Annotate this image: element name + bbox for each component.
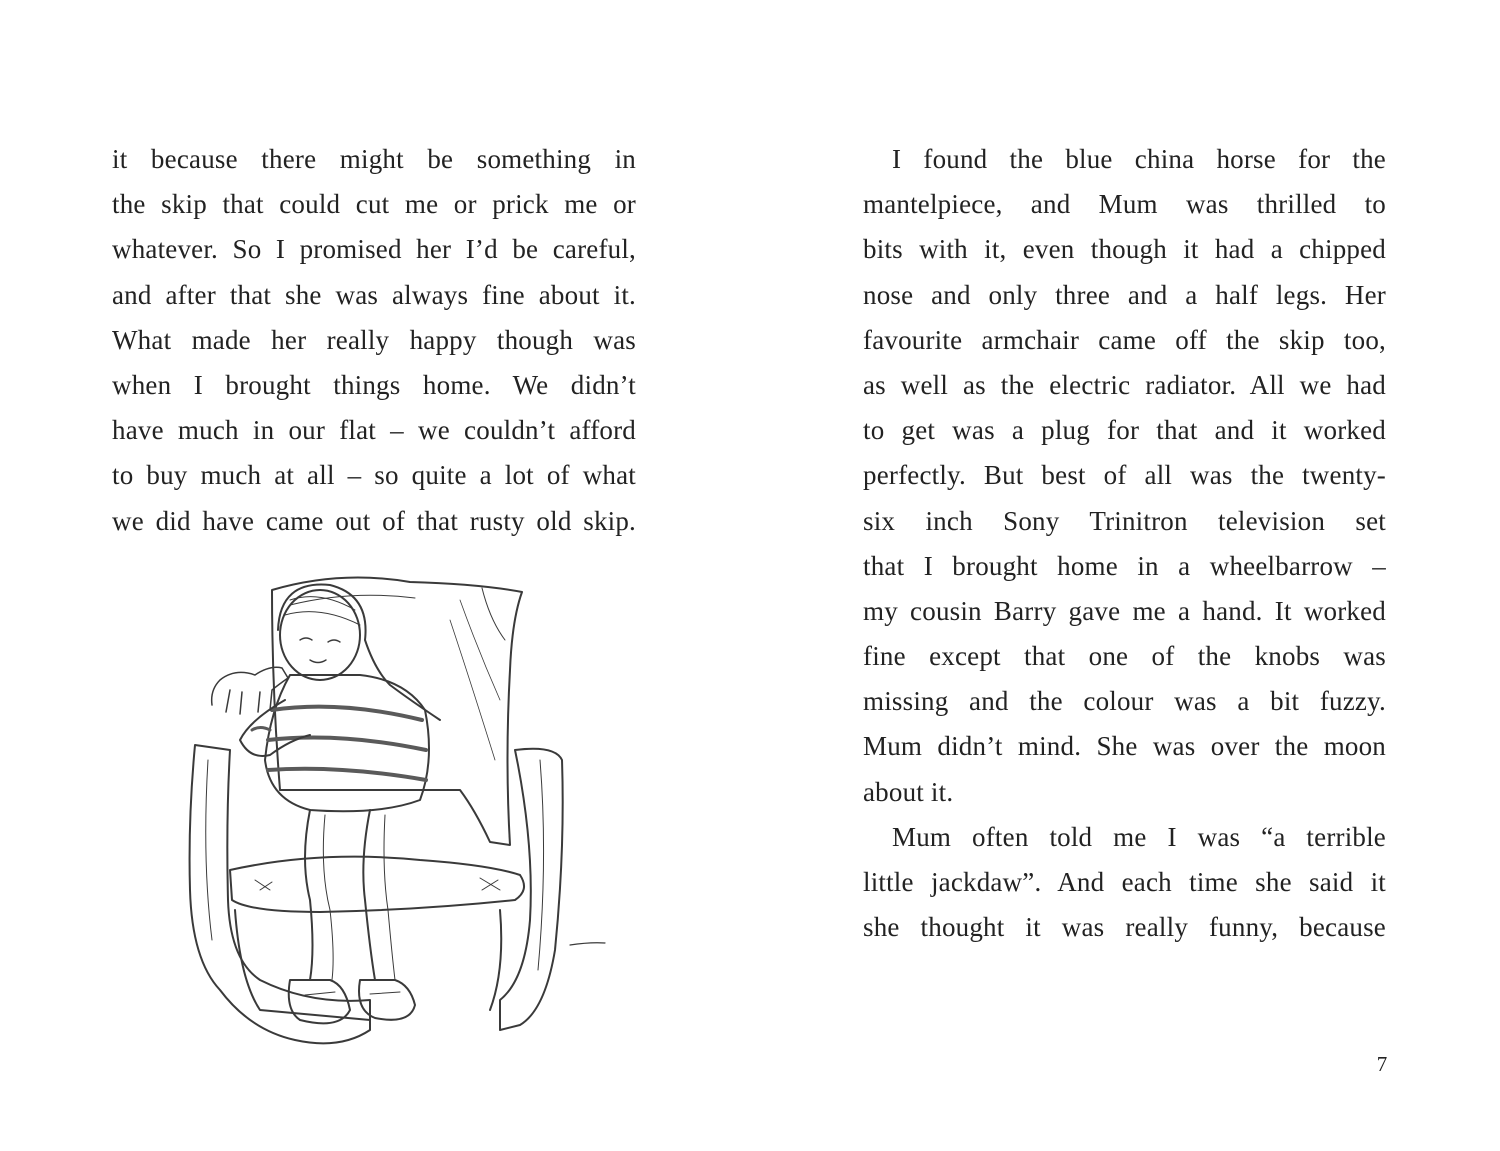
text-line: favourite armchair came off the skip too, (863, 324, 1386, 355)
text-line: Mum didn’t mind. She was over the moon (863, 731, 1386, 762)
text-line: bits with it, even though it had a chipped (863, 234, 1386, 265)
girl-head (280, 590, 360, 680)
text-line: as well as the electric radiator. All we had (863, 369, 1386, 400)
page-number: 7 (1376, 1052, 1388, 1076)
text-line: whatever. So I promised her I’d be careful, (112, 234, 636, 265)
text-line: we did have came out of that rusty old skip. (112, 505, 636, 536)
text-line: missing and the colour was a bit fuzzy. (863, 686, 1386, 717)
seat-cushion (230, 857, 524, 912)
left-page-text (112, 137, 636, 544)
chair-back (272, 578, 522, 846)
text-line: when I brought things home. We didn’t (112, 369, 636, 400)
text-line: that I brought home in a wheelbarrow – (863, 550, 1386, 581)
girl-in-armchair-illustration (160, 560, 620, 1070)
text-line: little jackdaw”. And each time she said it (863, 867, 1386, 897)
text-line: it because there might be something in (112, 144, 636, 174)
chair-right-arm (500, 749, 563, 1030)
floor-line (570, 943, 605, 945)
text-line: she thought it was really funny, because (863, 912, 1386, 943)
text-line: six inch Sony Trinitron television set (863, 505, 1386, 536)
right-page-text (863, 137, 1386, 950)
girl-legs (305, 810, 375, 980)
text-line: nose and only three and a half legs. Her (863, 279, 1386, 310)
text-line: about it. (863, 776, 954, 807)
text-line: the skip that could cut me or prick me or (112, 189, 636, 220)
text-line: fine except that one of the knobs was (863, 641, 1386, 672)
text-line: perfectly. But best of all was the twenty- (863, 460, 1386, 491)
text-line: I found the blue china horse for the (892, 144, 1386, 174)
text-line: mantelpiece, and Mum was thrilled to (863, 189, 1386, 220)
text-line: to buy much at all – so quite a lot of what (112, 460, 636, 491)
text-line: have much in our flat – we couldn’t afford (112, 415, 636, 446)
text-line: to get was a plug for that and it worked (863, 415, 1386, 446)
text-line: What made her really happy though was (112, 324, 636, 355)
text-line: my cousin Barry gave me a hand. It worked (863, 595, 1386, 626)
text-line: and after that she was always fine about it. (112, 279, 636, 310)
text-line: Mum often told me I was “a terrible (892, 821, 1386, 852)
